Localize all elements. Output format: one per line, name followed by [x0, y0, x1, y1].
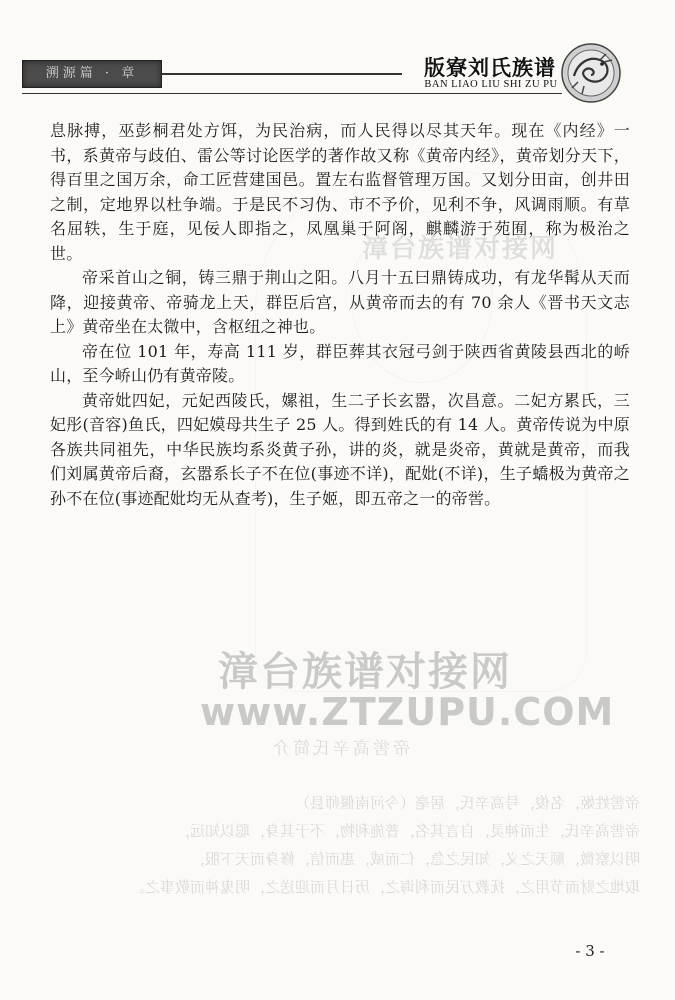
watermark-name: 漳台族谱对接网 [218, 649, 512, 695]
header-underline [22, 93, 562, 94]
paragraph: 帝在位 101 年，寿高 111 岁，群臣葬其衣冠弓剑于陕西省黄陵县西北的峤山，至今峤山仍有黄帝陵。 [50, 341, 630, 385]
bleed-line: 帝喾高辛氏，生而神灵，自言其名，普施利物，不于其身，聪以知远， [174, 822, 640, 840]
section-tab: 溯源篇 · 章 [22, 60, 162, 88]
dragon-emblem-icon [560, 42, 622, 104]
page-number: - 3 - [575, 942, 605, 960]
body-text [50, 119, 630, 511]
paragraph: 息脉搏，巫彭桐君处方饵，为民治病，而人民得以尽其天年。现在《内经》一书，系黄帝与歧伯、雷公等讨论医学的著作故又称《黄帝内经》，黄帝划分天下，得百里之国万余，命工匠营建国邑。置左右监督管理万国。又划分田亩，创井田之制，定地界以杜争端。于是民不习伪、市不予价，见利不争，风调雨顺。有草名屈轶，生于庭，见佞人即指之，凤凰巢于阿阁，麒麟游于苑囿，称为极治之世。 [50, 121, 630, 263]
reverse-page-bleed-through [40, 735, 640, 901]
bleed-line: 帝喾姓姬，名俊，号高辛氏，居亳（今河南偃师县） [294, 794, 640, 812]
watermark-faint: 漳台族谱对接网 [361, 234, 558, 264]
bleed-line: 明以察微，顺天之义，知民之急，仁而威，惠而信，修身而天下服， [189, 850, 640, 868]
paragraph: 黄帝妣四妃，元妃西陵氏，嫘祖，生二子长玄嚣，次昌意。二妃方累氏，三妃彤(音容)鱼氏，四妃嫫母共生子 25 人。得到姓氏的有 14 人。黄帝传说为中原各族共同祖先，中华民族均系炎黄子孙，讲的炎，就是炎帝，黄就是黄帝，而我们刘属黄帝后裔，玄嚣系长子不在位(事迹不详)，配妣(不详)，生子蟜极为黄帝之孙不在位(事迹配妣均无从查考)，生子姬，即五帝之一的帝喾。 [50, 390, 630, 508]
book-title: 版寮刘氏族谱 [424, 55, 556, 80]
bleed-line: 取地之财而节用之，抚教万民而利诲之，历日月而迎送之，明鬼神而敬事之。 [129, 878, 640, 896]
watermark-url: www.ZTZUPU.COM [200, 690, 615, 734]
header-rule [160, 73, 402, 75]
paragraph: 帝采首山之铜，铸三鼎于荆山之阳。八月十五曰鼎铸成功，有龙华髯从天而降，迎接黄帝、帝骑龙上天，群臣后宫，从黄帝而去的有 70 余人《晋书天文志上》黄帝坐在太微中，含枢纽之神也。 [50, 268, 630, 336]
page-header [0, 0, 675, 110]
book-title-pinyin: BAN LIAO LIU SHI ZU PU [424, 79, 558, 90]
bleed-heading: 帝喾高辛氏简介 [270, 739, 410, 759]
